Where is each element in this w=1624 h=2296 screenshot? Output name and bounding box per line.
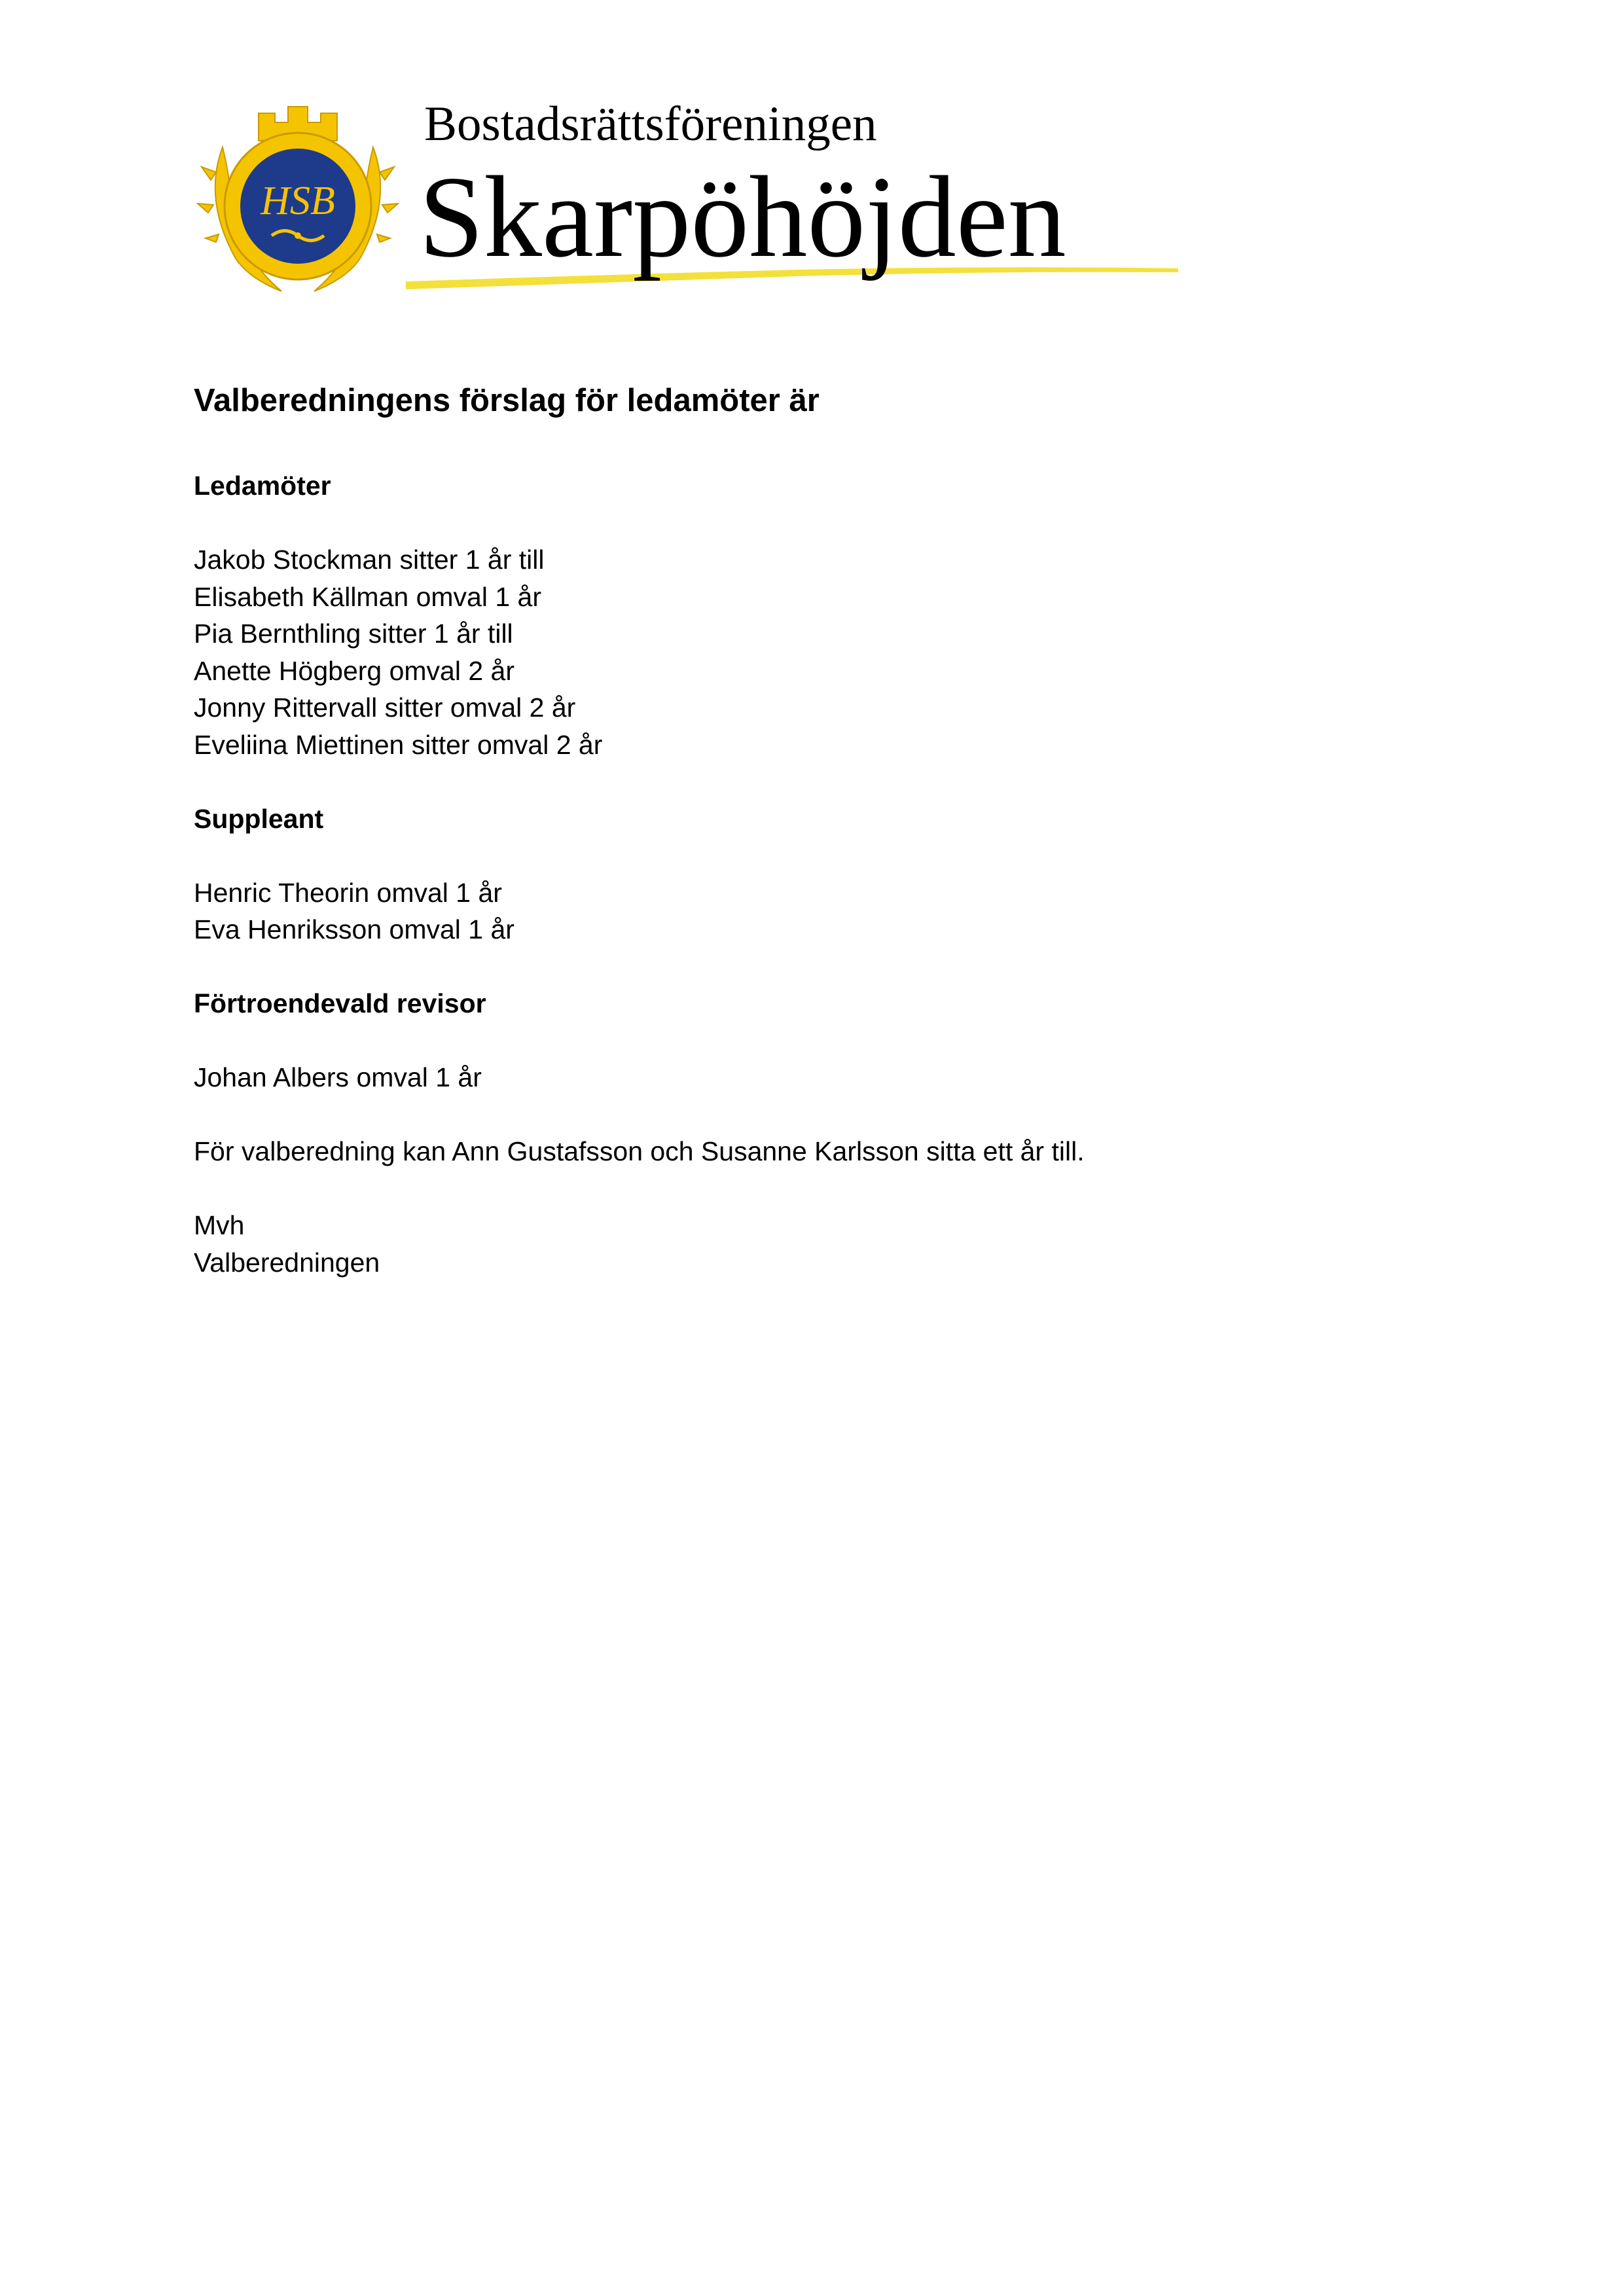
section-suppleant [194,800,1437,948]
section-heading: Förtroendevald revisor [194,988,486,1018]
list-item: Eveliina Miettinen sitter omval 2 år [194,729,603,760]
logo-hsb-text: HSB [261,179,335,223]
section-revisor [194,985,1437,1096]
list-item: Elisabeth Källman omval 1 år [194,581,541,612]
list-item: Henric Theorin omval 1 år [194,877,502,908]
document-body [194,380,1437,1281]
org-prefix: Bostadsrättsföreningen [424,97,877,151]
section-heading: Suppleant [194,803,324,834]
signature: Valberedningen [194,1247,380,1278]
valberedning-note: För valberedning kan Ann Gustafsson och Susanne Karlsson sitta ett år till. [194,1136,1085,1166]
list-item: Jakob Stockman sitter 1 år till [194,545,545,575]
list-item: Jonny Rittervall sitter omval 2 år [194,692,576,723]
list-item: Pia Bernthling sitter 1 år till [194,619,513,649]
section-ledamoter [194,467,1437,763]
list-item: Johan Albers omval 1 år [194,1062,482,1092]
section-heading: Ledamöter [194,471,331,501]
document-title: Valberedningens förslag för ledamöter är [194,383,820,418]
closing: Mvh [194,1210,245,1240]
hsb-logo [196,101,399,298]
list-item: Eva Henriksson omval 1 år [194,914,514,944]
org-name: Skarpöhöjden [419,152,1066,281]
list-item: Anette Högberg omval 2 år [194,655,514,686]
